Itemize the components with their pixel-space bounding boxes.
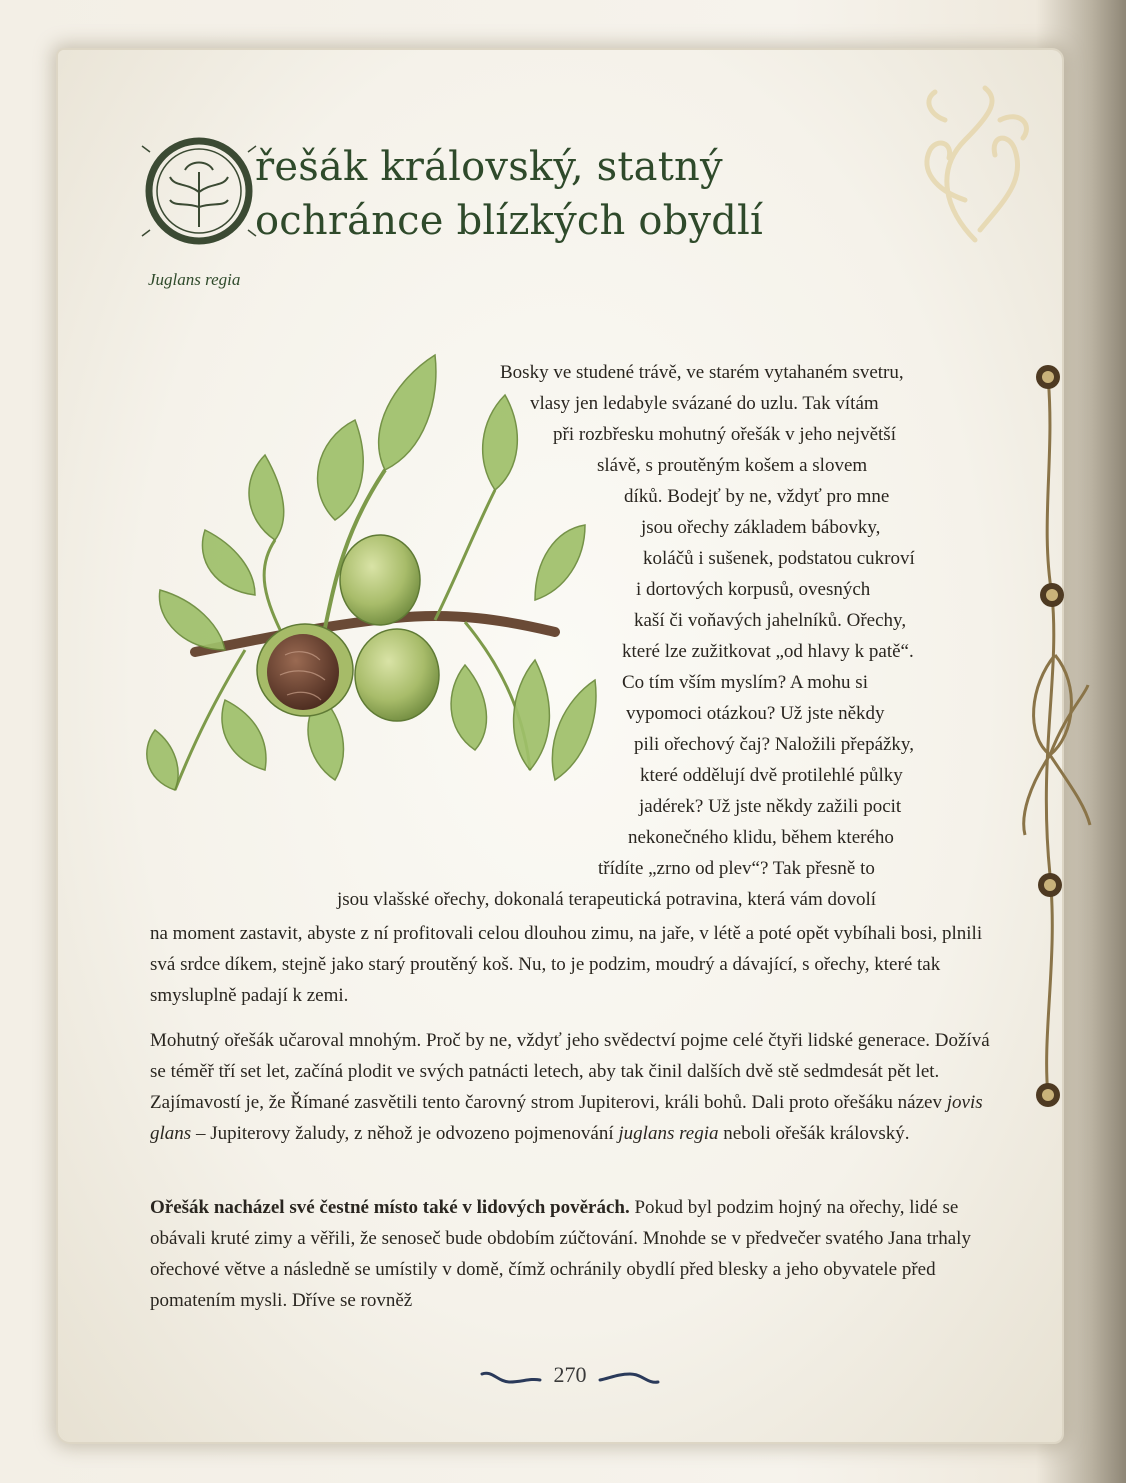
paragraph-2-part-2: – Jupiterovy žaludy, z něhož je odvozeno pojmenování (191, 1123, 619, 1144)
text-line: vypomoci otázkou? Už jste někdy (626, 703, 885, 724)
title-line-2: ochránce blízkých obydlí (255, 198, 764, 244)
term-juglans-regia: juglans regia (618, 1123, 719, 1144)
paragraph-2-part-1: Mohutný ořešák učaroval mnohým. Proč by ne, vždyť jeho svědectví pojme celé čtyři lidské generace. Dožívá se téměř tří set let, začíná plodit ve svých patnácti letech, aby tak činil dalších dvě stě sedmdesát pět let. Zajímavostí je, že Římané zasvětili tento čarovný strom Jupiterovi, králi bohů. Dali proto ořešáku název (150, 1030, 990, 1113)
dropcap-ornament (140, 132, 258, 250)
paragraph-3 (150, 1192, 990, 1316)
text-line: pili ořechový čaj? Naložili přepážky, (634, 734, 914, 755)
text-line: které lze zužitkovat „od hlavy k patě“. (622, 641, 914, 662)
text-line: Bosky ve studené trávě, ve starém vytahaném svetru, (500, 362, 904, 383)
swash-left-icon (480, 1368, 542, 1388)
latin-name: Juglans regia (148, 270, 241, 289)
text-line: při rozbřesku mohutný ořešák v jeho největší (553, 424, 896, 445)
paragraph-1-tail: na moment zastavit, abyste z ní profitovali celou dlouhou zimu, na jaře, v létě a poté opět vybíhali bosi, plnili svá srdce díkem, stejně jako starý proutěný koš. Nu, to je podzim, moudrý a dávající, s ořechy, které tak smysluplně padají k zemi. (150, 923, 983, 1006)
text-line: i dortových korpusů, ovesných (636, 579, 871, 600)
twine-binding-decoration (1010, 355, 1100, 1125)
text-line: koláčů i sušenek, podstatou cukroví (643, 548, 915, 569)
page-number: 270 (553, 1362, 587, 1387)
paragraph-3-lead: Ořešák nacházel své čestné místo také v lidových pověrách. (150, 1197, 630, 1218)
flourish-ornament-icon (905, 80, 1040, 245)
walnut-branch-illustration (135, 350, 605, 840)
paragraph-2 (150, 1025, 990, 1149)
text-line: kaší či voňavých jahelníků. Ořechy, (634, 610, 907, 631)
text-line: nekonečného klidu, během kterého (628, 827, 894, 848)
text-line: slávě, s proutěným košem a slovem (597, 455, 868, 476)
text-line: vlasy jen ledabyle svázané do uzlu. Tak vítám (530, 393, 879, 414)
swash-right-icon (598, 1368, 660, 1388)
title-line-1: řešák královský, statný (255, 144, 723, 190)
text-line: jsou ořechy základem bábovky, (641, 517, 881, 538)
text-line: třídíte „zrno od plev“? Tak přesně to (598, 858, 875, 879)
text-line: jsou vlašské ořechy, dokonalá terapeutická potravina, která vám dovolí (337, 889, 877, 910)
text-line: Co tím vším myslím? A mohu si (622, 672, 868, 693)
page-title (255, 140, 815, 248)
text-line: jadérek? Už jste někdy zažili pocit (639, 796, 902, 817)
page-number-block (480, 1358, 660, 1394)
paragraph-3-rest: Pokud byl podzim hojný na ořechy, lidé se obávali kruté zimy a věřili, že senoseč bude obdobím zúčtování. Mnohde se v předvečer svatého Jana trhaly ořechové větve a následně se umístily v domě, čímž ochránily obydlí před blesky a jeho obyvatele před pomatením mysli. Dříve se rovněž (150, 1197, 971, 1311)
paragraph-2-part-3: neboli ořešák královský. (718, 1123, 910, 1144)
text-line: které oddělují dvě protilehlé půlky (640, 765, 903, 786)
term-jovis-glans: jovis glans (150, 1092, 983, 1144)
text-line: díků. Bodejť by ne, vždyť pro mne (624, 486, 890, 507)
